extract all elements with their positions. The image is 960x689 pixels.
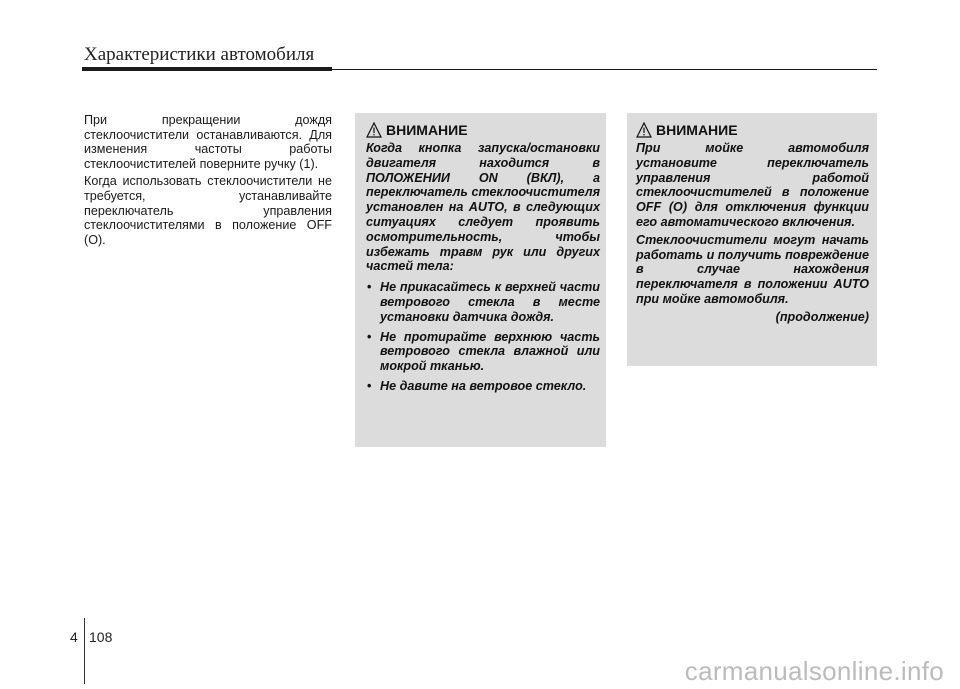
warning-intro: Когда кнопка запуска/остановки двигателя находится в ПОЛОЖЕНИИ ON (ВКЛ), а переключатель стеклоочистителя установлен на AUTO, в следующих ситуациях следует проявить осмотрительность, чтобы избежать травм рук или других частей тела:: [366, 141, 600, 274]
warning-box-right: [627, 113, 877, 366]
header-rule-thick: [82, 67, 332, 71]
page-number: 108: [89, 629, 113, 645]
warning-bullet: • Не прикасайтесь к верхней части ветрового стекла в месте установки датчика дождя.: [366, 280, 600, 324]
warning-triangle-icon: [636, 122, 652, 138]
chapter-number: 4: [70, 629, 78, 645]
header-rule-thin: [332, 69, 877, 70]
continued-note: (продолжение): [775, 309, 869, 324]
page-section-title: Характеристики автомобиля: [84, 44, 315, 65]
warning-box-left: [355, 113, 606, 447]
warning-triangle-icon: [366, 122, 382, 138]
warning-heading-label: ВНИМАНИЕ: [386, 122, 468, 138]
footer-divider: [84, 618, 85, 684]
body-paragraph-2: Когда использовать стеклоочистители не требуется, устанавливайте переключатель управления стеклоочистителями в положение OFF (O).: [84, 174, 332, 247]
warning-heading-label: ВНИМАНИЕ: [656, 122, 738, 138]
warning-bullet: • Не давите на ветровое стекло.: [366, 379, 600, 394]
warning-paragraph-2: Стеклоочистители могут начать работать и получить повреждение в случае нахождения переключателя в положении AUTO при мойке автомобиля.: [636, 232, 869, 306]
warning-bullet: • Не протирайте верхнюю часть ветрового стекла влажной или мокрой тканью.: [366, 330, 600, 374]
warning-heading: [636, 122, 869, 138]
warning-bullet-list: [366, 280, 600, 394]
body-paragraph-1: При прекращении дождя стеклоочистители останавливаются. Для изменения частоты работы стеклоочистителей поверните ручку (1).: [84, 113, 332, 171]
warning-heading: [366, 122, 600, 138]
watermark: carmanualsonline.info: [684, 656, 944, 686]
warning-paragraph-1: При мойке автомобиля установите переключатель управления работой стеклоочистителей в положение OFF (O) для отключения функции его автоматического включения.: [636, 141, 869, 229]
body-text-column: [84, 113, 332, 250]
